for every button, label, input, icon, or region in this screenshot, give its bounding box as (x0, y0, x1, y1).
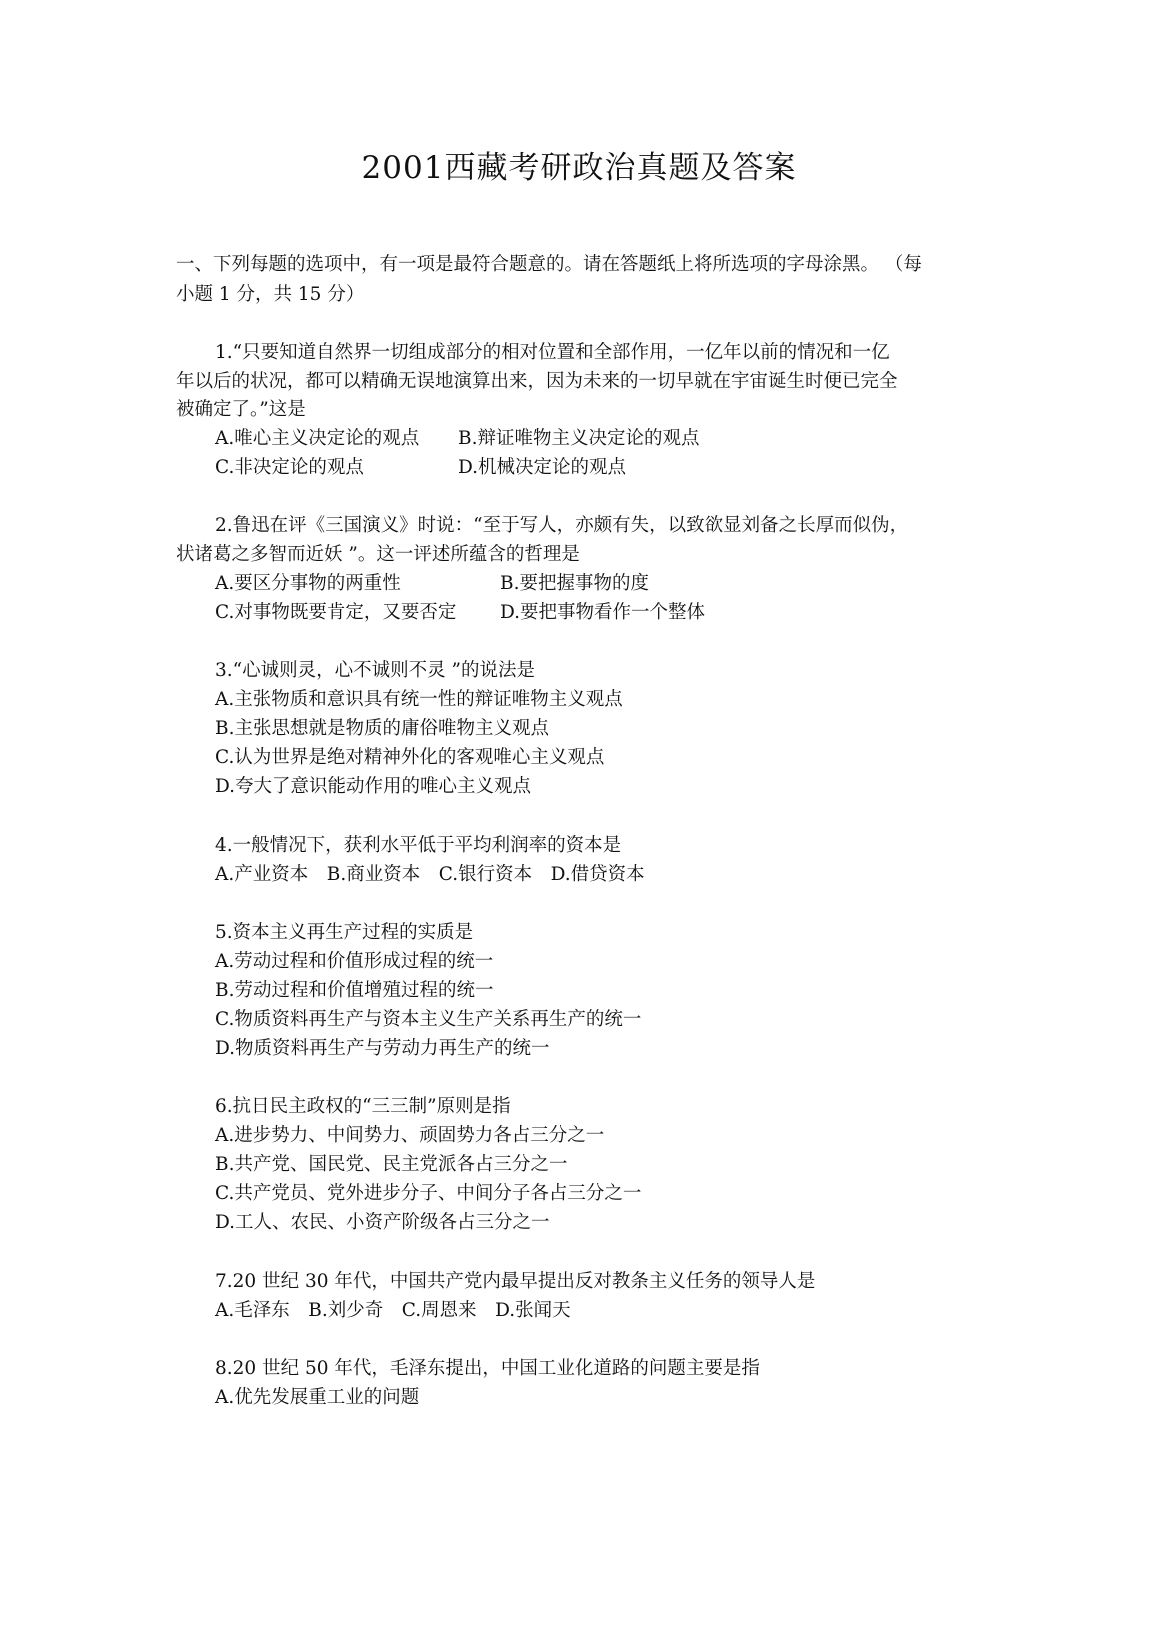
q2-option-d: D.要把事物看作一个整体 (500, 602, 706, 623)
q8-option-a: A.优先发展重工业的问题 (215, 1387, 420, 1408)
q2-option-a: A.要区分事物的两重性 (215, 573, 401, 594)
q6-option-d: D.工人、农民、小资产阶级各占三分之一 (215, 1212, 550, 1233)
q3-option-a: A.主张物质和意识具有统一性的辩证唯物主义观点 (215, 689, 623, 710)
q3-option-c: C.认为世界是绝对精神外化的客观唯心主义观点 (215, 747, 605, 768)
q5-option-d: D.物质资料再生产与劳动力再生产的统一 (215, 1038, 550, 1059)
q1-stem-line2: 年以后的状况，都可以精确无误地演算出来，因为未来的一切早就在宇宙诞生时便已完全 (176, 371, 898, 392)
q2-stem-line1: 2.鲁迅在评《三国演义》时说：“至于写人，亦颇有失，以致欲显刘备之长厚而似伪， (215, 515, 909, 536)
q8-stem: 8.20 世纪 50 年代，毛泽东提出，中国工业化道路的问题主要是指 (215, 1358, 760, 1379)
q3-option-d: D.夸大了意识能动作用的唯心主义观点 (215, 776, 532, 797)
q2-option-b: B.要把握事物的度 (500, 573, 649, 594)
q2-option-c: C.对事物既要肯定，又要否定 (215, 602, 457, 623)
q1-option-b: B.辩证唯物主义决定论的观点 (458, 428, 700, 449)
q1-option-c: C.非决定论的观点 (215, 457, 364, 478)
q7-stem: 7.20 世纪 30 年代，中国共产党内最早提出反对教条主义任务的领导人是 (215, 1271, 816, 1292)
q7-options: A.毛泽东 B.刘少奇 C.周恩来 D.张闻天 (215, 1300, 571, 1321)
q1-stem-line3: 被确定了。”这是 (176, 399, 306, 420)
q1-option-a: A.唯心主义决定论的观点 (215, 428, 420, 449)
q4-options: A.产业资本 B.商业资本 C.银行资本 D.借贷资本 (215, 864, 645, 885)
q6-option-b: B.共产党、国民党、民主党派各占三分之一 (215, 1154, 568, 1175)
q5-stem: 5.资本主义再生产过程的实质是 (215, 922, 474, 943)
q4-stem: 4.一般情况下，获利水平低于平均利润率的资本是 (215, 835, 622, 856)
q1-stem-line1: 1.“只要知道自然界一切组成部分的相对位置和全部作用，一亿年以前的情况和一亿 (215, 342, 890, 363)
q5-option-a: A.劳动过程和价值形成过程的统一 (215, 951, 494, 972)
q2-stem-line2: 状诸葛之多智而近妖 ”。这一评述所蕴含的哲理是 (176, 544, 580, 565)
page-title: 2001西藏考研政治真题及答案 (361, 150, 797, 186)
q3-option-b: B.主张思想就是物质的庸俗唯物主义观点 (215, 718, 549, 739)
q6-option-a: A.进步势力、中间势力、顽固势力各占三分之一 (215, 1125, 605, 1146)
q5-option-c: C.物质资料再生产与资本主义生产关系再生产的统一 (215, 1009, 642, 1030)
section-instruction-line2: 小题 1 分，共 15 分） (176, 284, 365, 305)
section-instruction-line1: 一、下列每题的选项中，有一项是最符合题意的。请在答题纸上将所选项的字母涂黑。 （每 (176, 254, 922, 275)
q5-option-b: B.劳动过程和价值增殖过程的统一 (215, 980, 494, 1001)
q1-option-d: D.机械决定论的观点 (458, 457, 627, 478)
q6-stem: 6.抗日民主政权的“三三制”原则是指 (215, 1096, 511, 1117)
q3-stem: 3.“心诚则灵，心不诚则不灵 ”的说法是 (215, 660, 535, 681)
q6-option-c: C.共产党员、党外进步分子、中间分子各占三分之一 (215, 1183, 642, 1204)
